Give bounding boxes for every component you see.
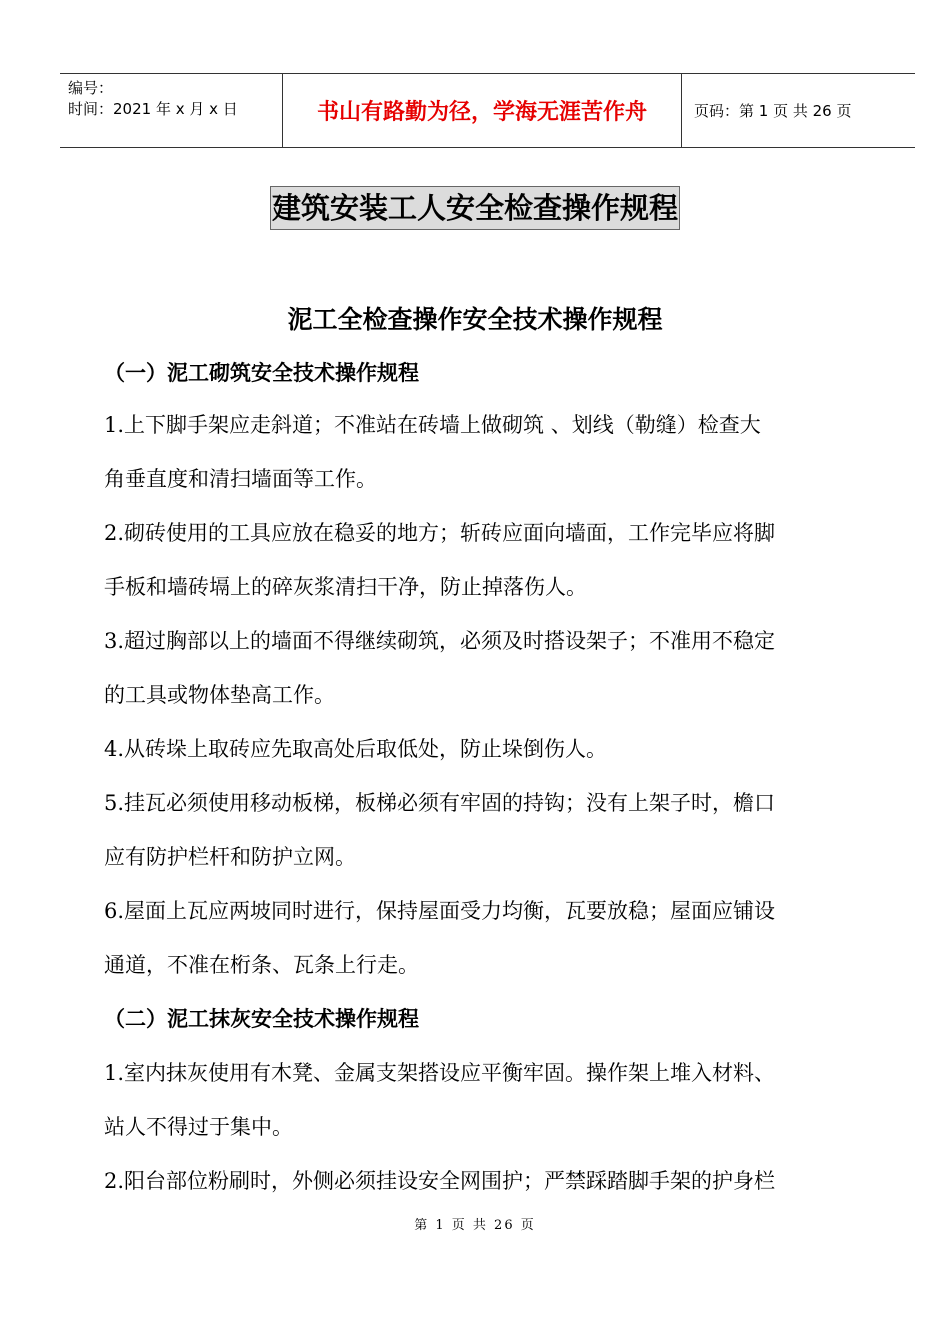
header-page-info: 页码：第 1 页 共 26 页 <box>694 102 852 120</box>
number-label: 编号： <box>68 79 114 97</box>
page-header <box>60 73 915 148</box>
text-line: 角垂直度和清扫墙面等工作。 <box>104 467 377 491</box>
text-line: 手板和墙砖塥上的碎灰浆清扫干净，防止掉落伤人。 <box>104 575 587 599</box>
text-line: 应有防护栏杆和防护立网。 <box>104 845 356 869</box>
text-line: 1.上下脚手架应走斜道；不准站在砖墙上做砌筑 、划线（勒缝）检查大 <box>104 413 761 437</box>
part1-heading-block <box>104 358 872 388</box>
page-footer: 第 1 页 共 26 页 <box>414 1218 536 1233</box>
part2-heading-block <box>104 1004 872 1034</box>
time-label: 时间：2021 年 x 月 x 日 <box>68 100 238 118</box>
section-title: 泥工全检查操作安全技术操作规程 <box>287 305 663 334</box>
text-line: 2.阳台部位粉刷时，外侧必须挂设安全网围护；严禁踩踏脚手架的护身栏 <box>104 1169 776 1193</box>
text-line: 1.室内抹灰使用有木凳、金属支架搭设应平衡牢固。操作架上堆入材料、 <box>104 1061 776 1085</box>
part2-body <box>104 1046 872 1208</box>
part2-heading: （二）泥工抹灰安全技术操作规程 <box>104 1006 419 1031</box>
header-meta <box>60 74 282 147</box>
text-line: 通道，不准在桁条、瓦条上行走。 <box>104 953 419 977</box>
text-line: 的工具或物体垫高工作。 <box>104 683 335 707</box>
text-line: 6.屋面上瓦应两坡同时进行，保持屋面受力均衡，瓦要放稳；屋面应铺设 <box>104 899 776 923</box>
part1-body <box>104 398 872 992</box>
part1-heading: （一）泥工砌筑安全技术操作规程 <box>104 360 419 385</box>
text-line: 3.超过胸部以上的墙面不得继续砌筑，必须及时搭设架子；不准用不稳定 <box>104 629 776 653</box>
text-line: 5.挂瓦必须使用移动板梯，板梯必须有牢固的持钩；没有上架子时，檐口 <box>104 791 776 815</box>
text-line: 4.从砖垛上取砖应先取高处后取低处，防止垛倒伤人。 <box>104 737 608 761</box>
text-line: 2.砌砖使用的工具应放在稳妥的地方；斩砖应面向墙面，工作完毕应将脚 <box>104 521 776 545</box>
text-line: 站人不得过于集中。 <box>104 1115 293 1139</box>
header-motto: 书山有路勤为径，学海无涯苦作舟 <box>282 74 682 147</box>
document-title: 建筑安装工人安全检查操作规程 <box>270 186 680 230</box>
title-container <box>0 186 950 230</box>
